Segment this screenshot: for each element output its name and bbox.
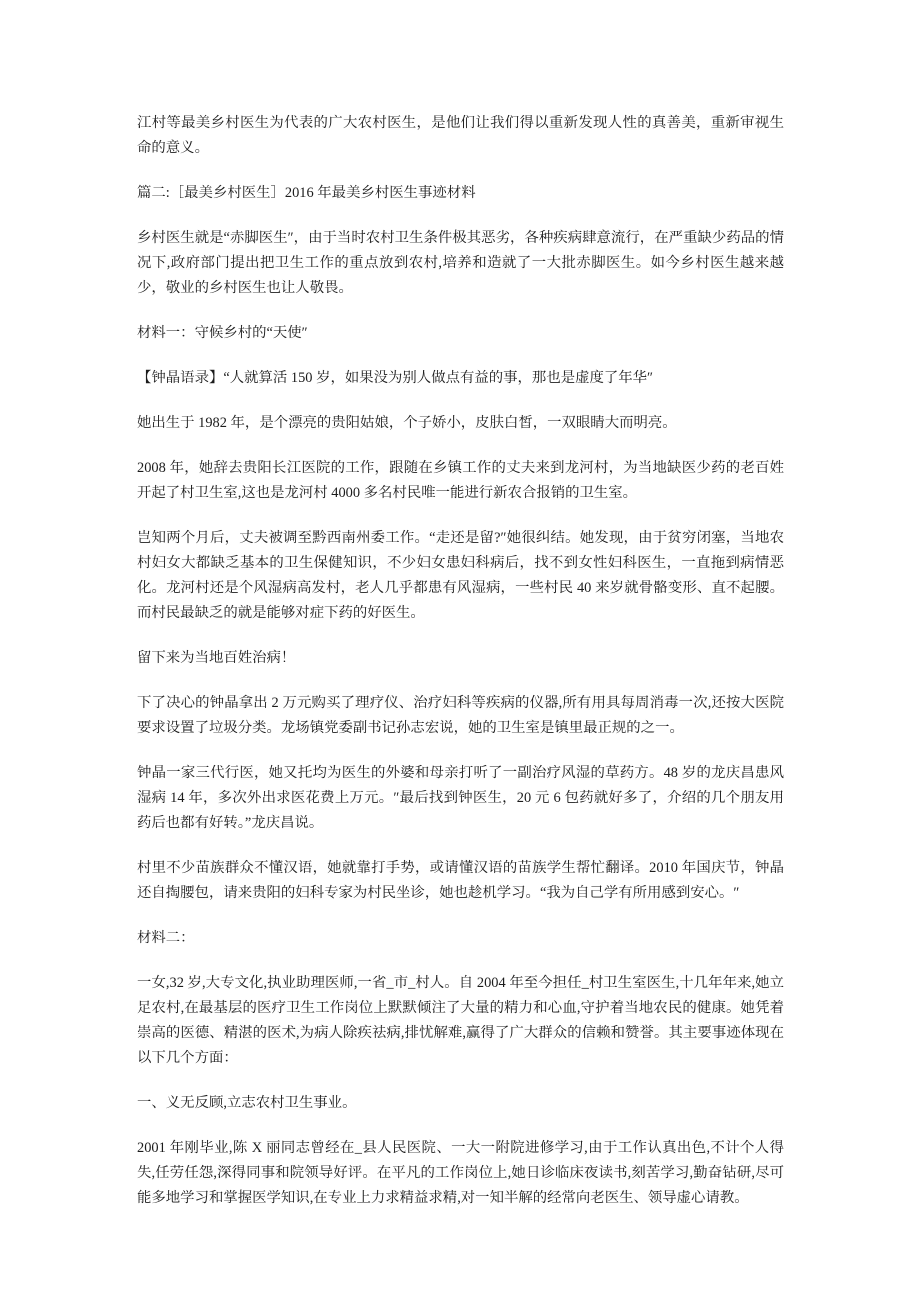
- paragraph-miao-translation: 村里不少苗族群众不懂汉语，她就靠打手势，或请懂汉语的苗族学生帮忙翻译。2010 年国庆节，钟晶还自掏腰包，请来贵阳的妇科专家为村民坐诊，她也趁机学习。“我为自己学有所用感到安心。″: [137, 860, 784, 901]
- paragraph-barefoot-doctor: 乡村医生就是“赤脚医生″，由于当时农村卫生条件极其恶劣，各种疾病肆意流行，在严重缺少药品的情况下,政府部门提出把卫生工作的重点放到农村,培养和造就了一大批赤脚医生。如今乡村医生越来越少，敬业的乡村医生也让人敬畏。: [137, 230, 784, 296]
- paragraph-section2-title: 篇二:［最美乡村医生］2016 年最美乡村医生事迹材料: [137, 185, 476, 201]
- paragraph-birth-1982: 她出生于 1982 年，是个漂亮的贵阳姑娘，个子娇小，皮肤白皙，一双眼睛大而明亮。: [137, 415, 677, 431]
- paragraph-quote-zhongjing: 【钟晶语录】“人就算活 150 岁，如果没为别人做点有益的事，那也是虚度了年华″: [137, 370, 654, 386]
- paragraph-equipment-purchase: 下了决心的钟晶拿出 2 万元购买了理疗仪、治疗妇科等疾病的仪器,所有用具每周消毒一次,还按大医院要求设置了垃圾分类。龙场镇党委副书记孙志宏说，她的卫生室是镇里最正规的之一。: [137, 695, 784, 736]
- paragraph-stay-or-leave: 岂知两个月后，丈夫被调至黔西南州委工作。“走还是留?″她很纠结。她发现，由于贫穷闭塞，当地农村妇女大都缺乏基本的卫生保健知识，不少妇女患妇科病后，找不到女性妇科医生，一直拖到病情恶化。龙河村还是个风湿病高发村，老人几乎都患有风湿病，一些村民 40 来岁就骨骼变形、直不起腰。而村民最缺乏的就是能够对症下药的好医生。: [137, 530, 784, 621]
- paragraph-doctor-profile: 一女,32 岁,大专文化,执业助理医师,一省_市_村人。自 2004 年至今担任_村卫生室医生,十几年年来,她立足农村,在最基层的医疗卫生工作岗位上默默倾注了大量的精力和心血,守护着当地农民的健康。她凭着崇高的医德、精湛的医术,为病人除疾祛病,排忧解难,赢得了广大群众的信赖和赞誉。其主要事迹体现在以下几个方面：: [137, 975, 784, 1066]
- paragraph-intro-conclusion: 江村等最美乡村医生为代表的广大农村医生，是他们让我们得以重新发现人性的真善美，重新审视生命的意义。: [137, 115, 784, 156]
- paragraph-material2-heading: 材料二：: [137, 930, 195, 946]
- paragraph-2001-graduation: 2001 年刚毕业,陈 X 丽同志曾经在_县人民医院、一大一附院进修学习,由于工作认真出色,不计个人得失,任劳任怨,深得同事和院领导好评。在平凡的工作岗位上,她日诊临床夜读书,刻苦学习,勤奋钻研,尽可能多地学习和掌握医学知识,在专业上力求精益求精,对一知半解的经常向老医生、领导虚心请教。: [137, 1140, 784, 1206]
- paragraph-point-one-heading: 一、义无反顾,立志农村卫生事业。: [137, 1095, 357, 1111]
- paragraph-material1-heading: 材料一：守候乡村的“天使″: [137, 325, 308, 341]
- paragraph-2008-clinic: 2008 年，她辞去贵阳长江医院的工作，跟随在乡镇工作的丈夫来到龙河村，为当地缺医少药的老百姓开起了村卫生室,这也是龙河村 4000 多名村民唯一能进行新农合报销的卫生室。: [137, 460, 784, 501]
- paragraph-family-medicine: 钟晶一家三代行医，她又托均为医生的外婆和母亲打听了一副治疗风湿的草药方。48 岁的龙庆昌患风湿病 14 年，多次外出求医花费上万元。″最后找到钟医生，20 元 6 包药就好多了，介绍的几个朋友用药后也都有好转。”龙庆昌说。: [137, 765, 784, 831]
- paragraph-stay-to-cure: 留下来为当地百姓治病！: [137, 650, 296, 666]
